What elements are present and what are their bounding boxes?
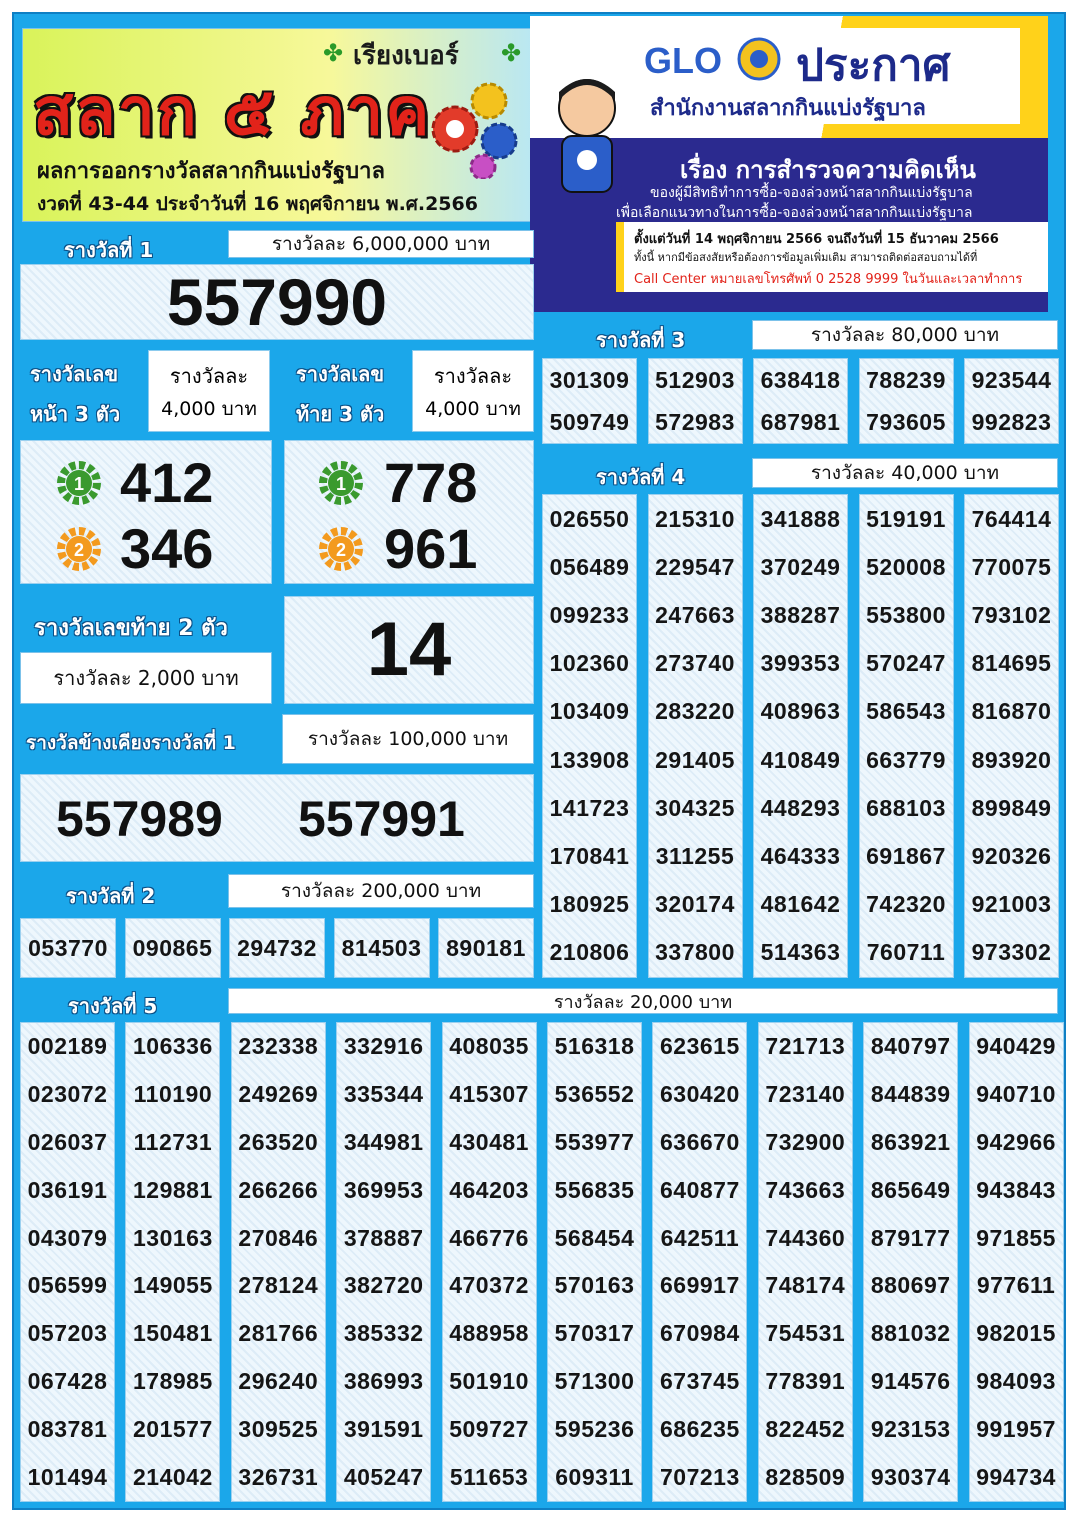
announcement-heading: ประกาศ [796,40,951,91]
winning-number: 778391 [765,1367,846,1394]
winning-number: 133908 [549,746,630,773]
back3-number-2: 961 [384,517,478,580]
number-column [334,918,430,978]
winning-number: 002189 [27,1033,108,1060]
winning-number: 977611 [976,1272,1056,1299]
winning-number: 623615 [660,1033,740,1060]
announcement-line2: เพื่อเลือกแนวทางในการซื้อ-จองล่วงหน้าสลากกินแบ่งรัฐบาล [616,205,973,221]
number-column [20,918,116,978]
prize2-amount: รางวัลละ 200,000 บาท [228,874,534,908]
winning-number: 638418 [760,366,841,393]
number-column [125,1022,220,1502]
winning-number: 201577 [133,1415,213,1442]
winning-number: 388287 [760,601,841,628]
winning-number: 686235 [660,1415,740,1442]
winning-number: 890181 [446,934,526,961]
winning-number: 642511 [660,1224,740,1251]
back2-amount: รางวัลละ 2,000 บาท [20,652,272,704]
winning-number: 816870 [971,698,1052,725]
winning-number: 570317 [554,1320,635,1347]
number-column [964,494,1059,978]
draw-info: งวดที่ 43-44 ประจำวันที่ 16 พฤศจิกายน พ.ศ.2566 [37,193,478,215]
winning-number: 828509 [765,1463,846,1490]
back2-number: 14 [366,607,452,692]
winning-number: 448293 [760,794,841,821]
winning-number: 335344 [343,1081,424,1108]
winning-number: 232338 [238,1033,319,1060]
winning-number: 112731 [133,1128,213,1155]
winning-number: 822452 [765,1415,846,1442]
winning-number: 430481 [449,1128,529,1155]
winning-number: 214042 [133,1463,213,1490]
announcement-org: สำนักงานสลากกินแบ่งรัฐบาล [650,96,926,121]
gear-second-icon [318,526,364,572]
glo-logo: GLO [644,40,722,81]
winning-number: 568454 [554,1224,635,1251]
back2-label: รางวัลเลขท้าย 2 ตัว [34,616,228,641]
winning-number: 742320 [866,891,946,918]
subtitle: ผลการออกรางวัลสลากกินแบ่งรัฐบาล [37,159,385,184]
winning-number: 509749 [549,408,630,435]
winning-number: 670984 [660,1320,740,1347]
winning-number: 982015 [976,1320,1056,1347]
winning-number: 570247 [866,650,946,677]
winning-number: 971855 [976,1224,1056,1251]
winning-number: 056489 [549,553,630,580]
winning-number: 341888 [760,505,841,532]
gear-first-icon [318,460,364,506]
winning-number: 519191 [866,505,946,532]
winning-number: 940429 [976,1033,1056,1060]
back3-amount-line1: รางวัลละ [433,364,513,388]
winning-number: 609311 [555,1463,634,1490]
winning-number: 215310 [655,505,735,532]
winning-number: 283220 [655,698,735,725]
winning-number: 043079 [27,1224,108,1251]
winning-number: 056599 [27,1272,108,1299]
gear-badge-text: 2 [335,540,347,560]
winning-number: 732900 [765,1128,846,1155]
winning-number: 370249 [760,553,841,580]
number-column [648,358,743,444]
number-column [547,1022,642,1502]
winning-number: 553800 [866,601,946,628]
winning-number: 516318 [554,1033,635,1060]
mascot-icon [542,70,632,200]
winning-number: 311255 [655,842,735,869]
winning-number: 415307 [449,1081,529,1108]
number-column [442,1022,537,1502]
number-column [231,1022,326,1502]
announcement-note: ทั้งนี้ หากมีข้อสงสัยหรือต้องการข้อมูลเพิ่มเติม สามารถติดต่อสอบถามได้ที่ [634,251,978,264]
winning-number: 210806 [549,939,630,966]
number-column [753,494,848,978]
winning-number: 344981 [343,1128,424,1155]
number-column [542,358,637,444]
announcement-callcenter[interactable]: Call Center หมายเลขโทรศัพท์ 0 2528 9999 ในวันและเวลาทำการ [634,272,1023,287]
winning-number: 369953 [343,1176,424,1203]
winning-number: 405247 [343,1463,424,1490]
winning-number: 673745 [660,1367,740,1394]
winning-number: 723140 [765,1081,846,1108]
winning-number: 291405 [655,746,735,773]
announcement-line1: ของผู้มีสิทธิทำการซื้อ-จองล่วงหน้าสลากกินแบ่งรัฐบาล [650,185,973,201]
winning-number: 743663 [765,1176,846,1203]
winning-number: 090865 [132,934,213,961]
winning-number: 026550 [549,505,630,532]
winning-number: 106336 [133,1033,213,1060]
winning-number: 110190 [133,1081,213,1108]
winning-number: 640877 [660,1176,740,1203]
winning-number: 067428 [27,1367,108,1394]
clover-icon: ✤ [323,39,344,67]
winning-number: 556835 [554,1176,635,1203]
back3-number-1: 778 [384,451,478,514]
logo-title: สลาก ๕ ภาค [33,72,432,150]
winning-number: 687981 [760,408,841,435]
winning-number: 511653 [449,1463,529,1490]
prize1-number: 557990 [166,265,388,339]
winning-number: 572983 [655,408,735,435]
winning-number: 893920 [971,746,1052,773]
winning-number: 863921 [870,1128,951,1155]
winning-number: 879177 [870,1224,951,1251]
prize5-label: รางวัลที่ 5 [68,994,158,1018]
prize2-label: รางวัลที่ 2 [66,884,156,908]
announcement-banner[interactable] [530,16,1048,312]
prize1-amount: รางวัลละ 6,000,000 บาท [228,230,534,258]
front3-amount-line2: 4,000 บาท [161,398,257,420]
winning-number: 788239 [866,366,946,393]
winning-number: 984093 [976,1367,1056,1394]
winning-number: 266266 [238,1176,319,1203]
number-column [438,918,534,978]
winning-number: 337800 [655,939,735,966]
winning-number: 553977 [554,1128,635,1155]
winning-number: 102360 [549,650,630,677]
number-column [859,358,954,444]
front3-amount-line1: รางวัลละ [169,364,249,388]
glo-emblem-icon [736,36,782,82]
prize1-label: รางวัลที่ 1 [64,238,154,262]
number-column [863,1022,958,1502]
winning-number: 512903 [655,366,735,393]
winning-number: 278124 [238,1272,319,1299]
gear-badge-text: 1 [73,474,85,494]
number-column [964,358,1059,444]
clover-icon: ✤ [501,39,522,67]
winning-number: 940710 [976,1081,1056,1108]
winning-number: 378887 [343,1224,424,1251]
number-column [652,1022,747,1502]
number-column [753,358,848,444]
winning-number: 943843 [976,1176,1056,1203]
winning-number: 880697 [870,1272,951,1299]
winning-number: 057203 [27,1320,108,1347]
winning-number: 881032 [870,1320,951,1347]
winning-number: 101494 [27,1463,108,1490]
announcement-period: ตั้งแต่วันที่ 14 พฤศจิกายน 2566 จนถึงวันที่ 15 ธันวาคม 2566 [634,232,999,247]
prize3-amount: รางวัลละ 80,000 บาท [752,320,1058,350]
number-column [758,1022,853,1502]
near1-amount: รางวัลละ 100,000 บาท [282,714,534,764]
winning-number: 688103 [866,794,946,821]
prize5-amount: รางวัลละ 20,000 บาท [228,988,1058,1014]
winning-number: 481642 [760,891,841,918]
winning-number: 470372 [449,1272,529,1299]
winning-number: 663779 [866,746,946,773]
winning-number: 793102 [971,601,1052,628]
prize4-amount: รางวัลละ 40,000 บาท [752,458,1058,488]
winning-number: 466776 [449,1224,529,1251]
winning-number: 691867 [866,842,946,869]
winning-number: 464333 [760,842,841,869]
winning-number: 247663 [655,601,735,628]
winning-number: 281766 [238,1320,319,1347]
winning-number: 509727 [449,1415,529,1442]
winning-number: 595236 [554,1415,635,1442]
winning-number: 180925 [549,891,630,918]
winning-number: 899849 [971,794,1052,821]
winning-number: 570163 [554,1272,635,1299]
prize3-label: รางวัลที่ 3 [596,328,686,352]
winning-number: 514363 [760,939,841,966]
header-logo-block [22,28,534,222]
winning-number: 923153 [870,1415,951,1442]
winning-number: 263520 [238,1128,319,1155]
winning-number: 844839 [870,1081,951,1108]
number-column [229,918,325,978]
winning-number: 840797 [870,1033,951,1060]
winning-number: 865649 [870,1176,951,1203]
near1-number-1: 557989 [56,791,223,847]
winning-number: 973302 [971,939,1052,966]
winning-number: 991957 [976,1415,1056,1442]
winning-number: 304325 [655,794,735,821]
front3-number-1: 412 [120,451,214,514]
winning-number: 707213 [660,1463,740,1490]
winning-number: 382720 [343,1272,424,1299]
winning-number: 748174 [765,1272,846,1299]
winning-number: 630420 [660,1081,740,1108]
winning-number: 464203 [449,1176,529,1203]
winning-number: 083781 [27,1415,108,1442]
winning-number: 301309 [549,366,630,393]
front3-label-line2: หน้า 3 ตัว [30,402,121,426]
winning-number: 273740 [655,650,735,677]
winning-number: 669917 [660,1272,740,1299]
winning-number: 793605 [866,408,946,435]
winning-number: 920326 [971,842,1052,869]
front3-label-line1: รางวัลเลข [30,362,118,386]
winning-number: 921003 [971,891,1052,918]
gear-second-icon [56,526,102,572]
winning-number: 170841 [549,842,630,869]
winning-number: 930374 [870,1463,951,1490]
winning-number: 099233 [549,601,630,628]
winning-number: 103409 [549,698,630,725]
winning-number: 992823 [971,408,1052,435]
winning-number: 586543 [866,698,946,725]
winning-number: 294732 [237,934,317,961]
winning-number: 814695 [971,650,1052,677]
winning-number: 923544 [971,366,1052,393]
winning-number: 270846 [238,1224,319,1251]
winning-number: 178985 [133,1367,213,1394]
gear-badge-text: 1 [335,474,347,494]
winning-number: 249269 [238,1081,319,1108]
winning-number: 129881 [133,1176,213,1203]
near1-label: รางวัลข้างเคียงรางวัลที่ 1 [26,732,236,754]
winning-number: 754531 [765,1320,846,1347]
announcement-topic: เรื่อง การสำรวจความคิดเห็น [680,156,976,184]
winning-number: 036191 [27,1176,108,1203]
winning-number: 309525 [238,1415,319,1442]
winning-number: 399353 [760,650,841,677]
gears-icon [427,79,527,179]
winning-number: 408035 [449,1033,529,1060]
prize4-label: รางวัลที่ 4 [596,465,686,489]
winning-number: 130163 [133,1224,213,1251]
number-column [969,1022,1064,1502]
winning-number: 332916 [343,1033,424,1060]
back3-label-line2: ท้าย 3 ตัว [296,402,385,426]
winning-number: 536552 [554,1081,635,1108]
winning-number: 571300 [554,1367,635,1394]
winning-number: 326731 [238,1463,319,1490]
near1-number-2: 557991 [298,791,465,847]
winning-number: 320174 [655,891,735,918]
number-column [859,494,954,978]
winning-number: 386993 [343,1367,424,1394]
winning-number: 764414 [971,505,1052,532]
winning-number: 760711 [866,939,946,966]
back3-label-line1: รางวัลเลข [296,362,384,386]
winning-number: 942966 [976,1128,1056,1155]
winning-number: 488958 [449,1320,529,1347]
winning-number: 744360 [765,1224,846,1251]
number-column [336,1022,431,1502]
winning-number: 814503 [341,934,422,961]
winning-number: 053770 [28,934,108,961]
gear-badge-text: 2 [73,540,85,560]
winning-number: 520008 [866,553,946,580]
winning-number: 391591 [343,1415,424,1442]
winning-number: 149055 [133,1272,213,1299]
number-column [125,918,221,978]
number-column [648,494,743,978]
number-column [542,494,637,978]
back3-amount-line2: 4,000 บาท [425,398,521,420]
brand-name: เรียงเบอร์ [353,41,459,71]
winning-number: 994734 [976,1463,1056,1490]
winning-number: 636670 [660,1128,740,1155]
winning-number: 141723 [549,794,630,821]
winning-number: 408963 [760,698,841,725]
winning-number: 770075 [971,553,1052,580]
winning-number: 229547 [655,553,735,580]
winning-number: 914576 [870,1367,951,1394]
winning-number: 410849 [760,746,841,773]
winning-number: 296240 [238,1367,319,1394]
winning-number: 026037 [27,1128,108,1155]
winning-number: 721713 [765,1033,846,1060]
number-column [20,1022,115,1502]
gear-first-icon [56,460,102,506]
winning-number: 501910 [449,1367,529,1394]
winning-number: 150481 [133,1320,213,1347]
winning-number: 385332 [343,1320,424,1347]
winning-number: 023072 [27,1081,108,1108]
front3-number-2: 346 [120,517,214,580]
